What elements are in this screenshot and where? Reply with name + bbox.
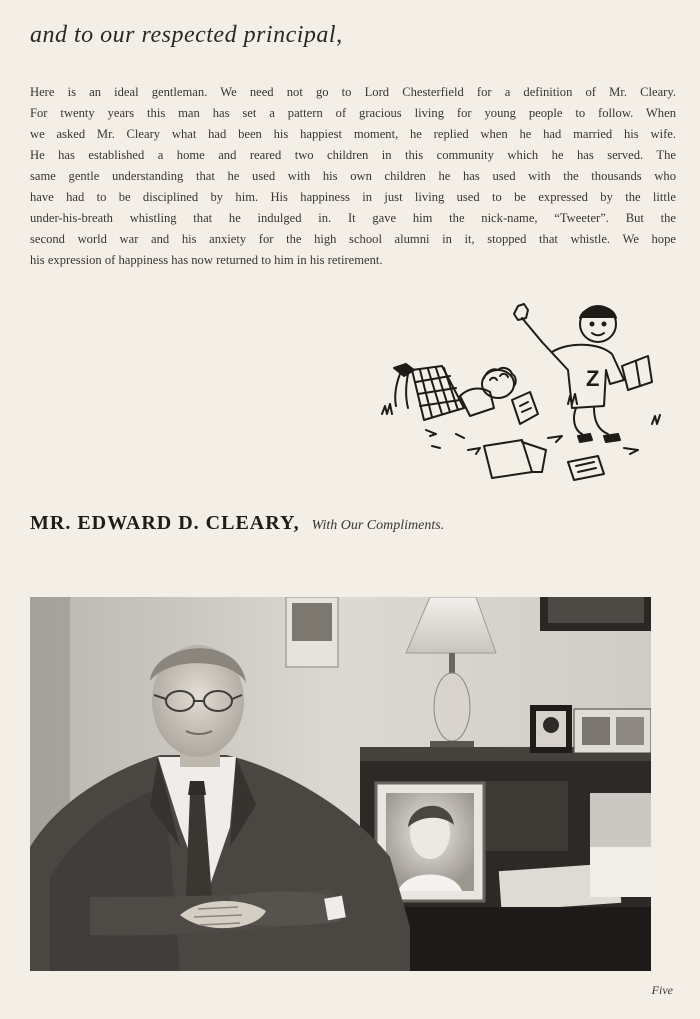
paragraph-line: his expression of happiness has now returned to him in his retirement. — [30, 253, 383, 267]
paragraph-line: second world war and his anxiety for the high school alumni in it, stopped that whistle. We hope — [30, 232, 676, 246]
compliments-text: With Our Compliments. — [311, 518, 445, 533]
paragraph-line: same gentle understanding that he used with his own children he has used with the thousands who — [30, 169, 676, 183]
paragraph-line: Here is an ideal gentleman. We need not go to Lord Chesterfield for a definition of Mr. Cleary. — [30, 85, 676, 99]
page-heading: and to our respected principal, — [30, 22, 343, 48]
paragraph-line: we asked Mr. Cleary what had been his happiest moment, he replied when he had married his wife. — [30, 127, 676, 141]
sweater-letter-z: Z — [586, 366, 600, 391]
portrait-caption — [30, 512, 444, 535]
paragraph-line: He has established a home and reared two children in this community which he has served. The — [30, 148, 676, 162]
principal-photograph — [30, 597, 651, 971]
principal-name: MR. EDWARD D. CLEARY, — [30, 512, 300, 534]
paragraph-line: under-his-breath whistling that he indulged in. It gave him the nick-name, “Tweeter”. But the — [30, 211, 676, 225]
students-reading-cartoon — [372, 296, 678, 486]
tribute-paragraph — [30, 82, 676, 271]
paragraph-line: have had to be disciplined by him. His happiness in just living used to be expressed by the little — [30, 190, 676, 204]
page-number: Five — [651, 983, 673, 997]
paragraph-line: For twenty years this man has set a pattern of gracious living for young people to follow. When — [30, 106, 676, 120]
